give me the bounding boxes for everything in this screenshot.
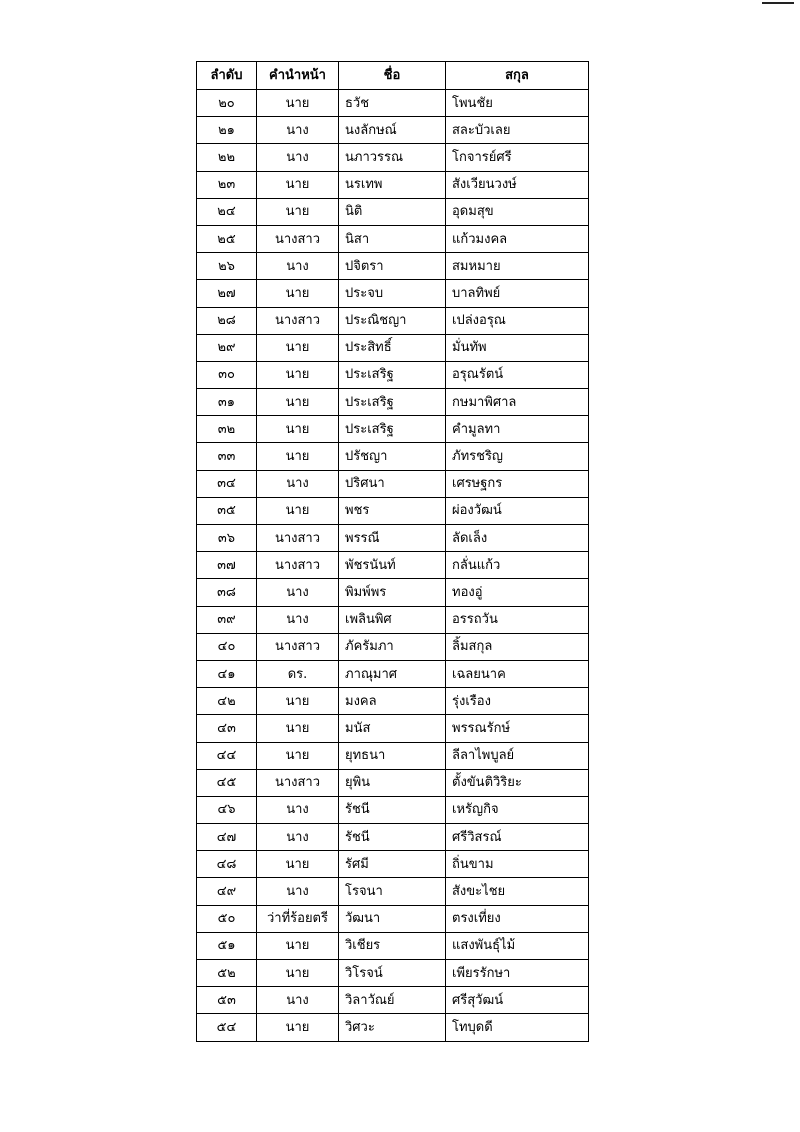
table-row xyxy=(197,307,589,334)
row-prefix: นาย xyxy=(257,851,339,878)
row-prefix: นางสาว xyxy=(257,633,339,660)
table-row xyxy=(197,416,589,443)
row-first-name: โรจนา xyxy=(339,878,446,905)
row-prefix: นาย xyxy=(257,90,339,117)
row-first-name: มนัส xyxy=(339,715,446,742)
table-row xyxy=(197,497,589,524)
table-row xyxy=(197,905,589,932)
row-prefix: นาง xyxy=(257,579,339,606)
row-number: ๔๘ xyxy=(197,851,257,878)
row-first-name: ปรัชญา xyxy=(339,443,446,470)
table-row xyxy=(197,470,589,497)
row-prefix: ว่าที่ร้อยตรี xyxy=(257,905,339,932)
row-last-name: ทองอู่ xyxy=(446,579,589,606)
row-prefix: นาย xyxy=(257,715,339,742)
row-prefix: นาย xyxy=(257,334,339,361)
row-last-name: โพนชัย xyxy=(446,90,589,117)
row-number: ๒๖ xyxy=(197,253,257,280)
table-row xyxy=(197,688,589,715)
row-number: ๓๘ xyxy=(197,579,257,606)
row-first-name: ธวัช xyxy=(339,90,446,117)
table-row xyxy=(197,280,589,307)
row-last-name: อุดมสุข xyxy=(446,198,589,225)
table-row xyxy=(197,443,589,470)
row-first-name: ประสิทธิ์ xyxy=(339,334,446,361)
row-first-name: พชร xyxy=(339,497,446,524)
row-first-name: ประเสริฐ xyxy=(339,361,446,388)
table-row xyxy=(197,171,589,198)
row-number: ๓๔ xyxy=(197,470,257,497)
row-last-name: มั่นทัพ xyxy=(446,334,589,361)
row-first-name: รัชนี xyxy=(339,796,446,823)
row-prefix: นาย xyxy=(257,688,339,715)
row-first-name: วัฒนา xyxy=(339,905,446,932)
table-row xyxy=(197,361,589,388)
row-last-name: ศรีวิสรณ์ xyxy=(446,824,589,851)
row-first-name: วิโรจน์ xyxy=(339,960,446,987)
table-row xyxy=(197,117,589,144)
table-row xyxy=(197,633,589,660)
row-last-name: สังขะไชย xyxy=(446,878,589,905)
row-first-name: เพลินพิศ xyxy=(339,606,446,633)
row-last-name: โทบุดดี xyxy=(446,1014,589,1041)
row-number: ๒๙ xyxy=(197,334,257,361)
name-roster-table xyxy=(196,61,589,1042)
row-last-name: ลีลาไพบูลย์ xyxy=(446,742,589,769)
row-first-name: วิลาวัณย์ xyxy=(339,987,446,1014)
row-first-name: รัศมี xyxy=(339,851,446,878)
row-prefix: นาย xyxy=(257,960,339,987)
row-number: ๔๙ xyxy=(197,878,257,905)
row-number: ๓๒ xyxy=(197,416,257,443)
table-row xyxy=(197,225,589,252)
row-prefix: นาง xyxy=(257,117,339,144)
row-last-name: อรรถวัน xyxy=(446,606,589,633)
row-number: ๓๙ xyxy=(197,606,257,633)
row-last-name: ศรีสุวัฒน์ xyxy=(446,987,589,1014)
row-prefix: นาง xyxy=(257,144,339,171)
row-prefix: นาง xyxy=(257,796,339,823)
row-first-name: ประเสริฐ xyxy=(339,416,446,443)
row-prefix: นาย xyxy=(257,443,339,470)
row-number: ๓๓ xyxy=(197,443,257,470)
row-number: ๔๗ xyxy=(197,824,257,851)
table-row xyxy=(197,525,589,552)
row-first-name: ภาณุมาศ xyxy=(339,660,446,687)
table-row xyxy=(197,552,589,579)
table-row xyxy=(197,742,589,769)
row-prefix: นาย xyxy=(257,280,339,307)
row-last-name: เศรษฐกร xyxy=(446,470,589,497)
row-number: ๒๘ xyxy=(197,307,257,334)
row-prefix: นางสาว xyxy=(257,552,339,579)
row-last-name: สละบัวเลย xyxy=(446,117,589,144)
row-number: ๔๐ xyxy=(197,633,257,660)
table-row xyxy=(197,253,589,280)
row-number: ๒๕ xyxy=(197,225,257,252)
row-last-name: เหรัญกิจ xyxy=(446,796,589,823)
table-row xyxy=(197,715,589,742)
row-first-name: ยุทธนา xyxy=(339,742,446,769)
row-last-name: ผ่องวัฒน์ xyxy=(446,497,589,524)
row-first-name: นภาวรรณ xyxy=(339,144,446,171)
row-number: ๔๒ xyxy=(197,688,257,715)
table-row xyxy=(197,389,589,416)
row-last-name: ตรงเที่ยง xyxy=(446,905,589,932)
row-number: ๔๔ xyxy=(197,742,257,769)
row-prefix: นางสาว xyxy=(257,307,339,334)
row-first-name: นรเทพ xyxy=(339,171,446,198)
row-first-name: วิศวะ xyxy=(339,1014,446,1041)
row-number: ๒๐ xyxy=(197,90,257,117)
row-prefix: นาง xyxy=(257,878,339,905)
row-prefix: นาง xyxy=(257,824,339,851)
row-last-name: รุ่งเรือง xyxy=(446,688,589,715)
table-row xyxy=(197,660,589,687)
row-first-name: ประจบ xyxy=(339,280,446,307)
row-last-name: บาลทิพย์ xyxy=(446,280,589,307)
row-last-name: ลิ้มสกุล xyxy=(446,633,589,660)
table-row xyxy=(197,198,589,225)
corner-mark xyxy=(762,2,794,4)
row-number: ๒๑ xyxy=(197,117,257,144)
table-row xyxy=(197,144,589,171)
header-first-name: ชื่อ xyxy=(339,62,446,90)
row-prefix: นาย xyxy=(257,171,339,198)
row-first-name: ภัครัมภา xyxy=(339,633,446,660)
row-number: ๔๓ xyxy=(197,715,257,742)
row-last-name: ลัดเล็ง xyxy=(446,525,589,552)
table-row xyxy=(197,851,589,878)
row-number: ๓๑ xyxy=(197,389,257,416)
row-last-name: อรุณรัตน์ xyxy=(446,361,589,388)
row-prefix: นาย xyxy=(257,742,339,769)
header-prefix: คำนำหน้า xyxy=(257,62,339,90)
row-number: ๕๓ xyxy=(197,987,257,1014)
row-prefix: นาย xyxy=(257,497,339,524)
row-last-name: ตั้งขันติวิริยะ xyxy=(446,769,589,796)
header-num: ลำดับ xyxy=(197,62,257,90)
row-prefix: นาง xyxy=(257,606,339,633)
row-number: ๓๗ xyxy=(197,552,257,579)
table-row xyxy=(197,1014,589,1041)
row-first-name: ประเสริฐ xyxy=(339,389,446,416)
table-row xyxy=(197,878,589,905)
table-body xyxy=(197,90,589,1042)
row-last-name: เพียรรักษา xyxy=(446,960,589,987)
row-last-name: ภัทรชริญ xyxy=(446,443,589,470)
row-prefix: นาย xyxy=(257,389,339,416)
row-last-name: แก้วมงคล xyxy=(446,225,589,252)
row-prefix: นาย xyxy=(257,416,339,443)
table-row xyxy=(197,90,589,117)
table-row xyxy=(197,334,589,361)
table-row xyxy=(197,579,589,606)
row-number: ๓๖ xyxy=(197,525,257,552)
row-number: ๕๐ xyxy=(197,905,257,932)
table-row xyxy=(197,796,589,823)
row-prefix: นางสาว xyxy=(257,225,339,252)
row-prefix: นางสาว xyxy=(257,769,339,796)
row-last-name: กษมาพิศาล xyxy=(446,389,589,416)
row-last-name: ถิ่นขาม xyxy=(446,851,589,878)
table-row xyxy=(197,960,589,987)
row-number: ๓๕ xyxy=(197,497,257,524)
row-number: ๕๔ xyxy=(197,1014,257,1041)
row-number: ๒๓ xyxy=(197,171,257,198)
table-row xyxy=(197,987,589,1014)
row-number: ๓๐ xyxy=(197,361,257,388)
row-first-name: มงคล xyxy=(339,688,446,715)
table-row xyxy=(197,824,589,851)
row-number: ๕๑ xyxy=(197,932,257,959)
row-prefix: นาง xyxy=(257,470,339,497)
row-last-name: โกจารย์ศรี xyxy=(446,144,589,171)
row-first-name: ประณิชญา xyxy=(339,307,446,334)
row-first-name: พัชรนันท์ xyxy=(339,552,446,579)
row-prefix: นาย xyxy=(257,932,339,959)
row-number: ๕๒ xyxy=(197,960,257,987)
row-last-name: เปล่งอรุณ xyxy=(446,307,589,334)
row-number: ๒๔ xyxy=(197,198,257,225)
row-prefix: นาง xyxy=(257,987,339,1014)
row-last-name: คำมูลทา xyxy=(446,416,589,443)
row-first-name: ยุพิน xyxy=(339,769,446,796)
row-last-name: พรรณรักษ์ xyxy=(446,715,589,742)
row-first-name: นิสา xyxy=(339,225,446,252)
row-prefix: ดร. xyxy=(257,660,339,687)
row-number: ๔๕ xyxy=(197,769,257,796)
row-first-name: พิมพ์พร xyxy=(339,579,446,606)
row-first-name: รัชนี xyxy=(339,824,446,851)
row-number: ๒๒ xyxy=(197,144,257,171)
row-prefix: นาง xyxy=(257,253,339,280)
table-header xyxy=(197,62,589,90)
row-first-name: พรรณี xyxy=(339,525,446,552)
row-last-name: สังเวียนวงษ์ xyxy=(446,171,589,198)
row-first-name: นงลักษณ์ xyxy=(339,117,446,144)
row-first-name: ปริศนา xyxy=(339,470,446,497)
row-prefix: นาย xyxy=(257,1014,339,1041)
row-prefix: นางสาว xyxy=(257,525,339,552)
row-last-name: แสงพันธุ์ไม้ xyxy=(446,932,589,959)
row-first-name: นิติ xyxy=(339,198,446,225)
row-last-name: กลั่นแก้ว xyxy=(446,552,589,579)
row-number: ๔๖ xyxy=(197,796,257,823)
row-last-name: สมหมาย xyxy=(446,253,589,280)
row-first-name: วิเชียร xyxy=(339,932,446,959)
table-row xyxy=(197,932,589,959)
row-prefix: นาย xyxy=(257,198,339,225)
header-row xyxy=(197,62,589,90)
row-number: ๒๗ xyxy=(197,280,257,307)
header-last-name: สกุล xyxy=(446,62,589,90)
table-row xyxy=(197,769,589,796)
row-first-name: ปจิตรา xyxy=(339,253,446,280)
table-row xyxy=(197,606,589,633)
row-prefix: นาย xyxy=(257,361,339,388)
row-last-name: เฉลยนาค xyxy=(446,660,589,687)
row-number: ๔๑ xyxy=(197,660,257,687)
